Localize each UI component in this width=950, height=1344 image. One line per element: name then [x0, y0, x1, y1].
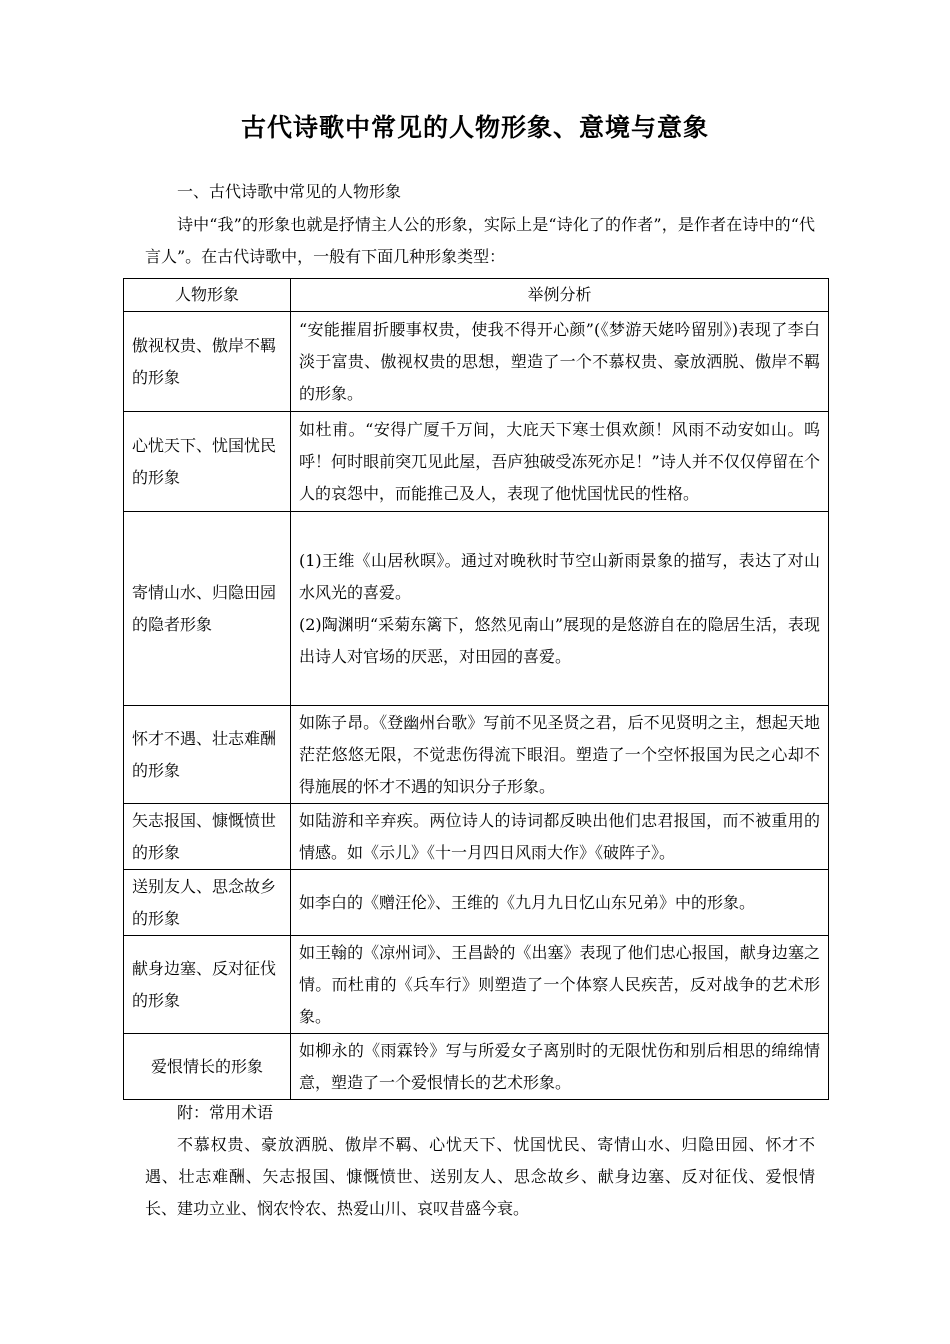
figure-cell: 送别友人、思念故乡的形象: [124, 870, 291, 936]
table-row: [124, 512, 829, 706]
figure-cell: 心忧天下、忧国忧民的形象: [124, 412, 291, 512]
column-header-example: 举例分析: [291, 279, 829, 312]
table-row: [124, 412, 829, 512]
table-row: [124, 804, 829, 870]
figure-cell: 怀才不遇、壮志难酬的形象: [124, 706, 291, 804]
table-row: [124, 1034, 829, 1100]
table-row: [124, 870, 829, 936]
figure-cell: 矢志报国、慷慨愤世的形象: [124, 804, 291, 870]
table-row: [124, 312, 829, 412]
example-cell: 如王翰的《凉州词》、王昌龄的《出塞》表现了他们忠心报国，献身边塞之情。而杜甫的《兵车行》则塑造了一个体察人民疾苦，反对战争的艺术形象。: [291, 936, 829, 1034]
page-title: 古代诗歌中常见的人物形象、意境与意象: [240, 113, 709, 142]
example-cell: 如杜甫。“安得广厦千万间，大庇天下寒士俱欢颜！风雨不动安如山。呜呼！何时眼前突兀见此屋，吾庐独破受冻死亦足！”诗人并不仅仅停留在个人的哀怨中，而能推己及人，表现了他忧国忧民的性格。: [291, 412, 829, 512]
appendix-paragraph: 不慕权贵、豪放洒脱、傲岸不羁、心忧天下、忧国忧民、寄情山水、归隐田园、怀才不遇、壮志难酬、矢志报国、慷慨愤世、送别友人、思念故乡、献身边塞、反对征伐、爱恨情长、建功立业、悯农怜农、热爱山川、哀叹昔盛今衰。: [145, 1135, 815, 1218]
table-row: [124, 936, 829, 1034]
example-cell: 如李白的《赠汪伦》、王维的《九月九日忆山东兄弟》中的形象。: [291, 870, 829, 936]
example-cell: 如柳永的《雨霖铃》写与所爱女子离别时的无限忧伤和别后相思的绵绵情意，塑造了一个爱恨情长的艺术形象。: [291, 1034, 829, 1100]
example-line: (2)陶渊明“采菊东篱下，悠然见南山”展现的是悠游自在的隐居生活，表现出诗人对官场的厌恶，对田园的喜爱。: [299, 614, 820, 666]
figure-cell: 爱恨情长的形象: [124, 1034, 291, 1100]
table-header-row: [124, 279, 829, 312]
example-cell: “安能摧眉折腰事权贵，使我不得开心颜”(《梦游天姥吟留别》)表现了李白淡于富贵、傲视权贵的思想，塑造了一个不慕权贵、豪放洒脱、傲岸不羁的形象。: [291, 312, 829, 412]
figure-cell: 傲视权贵、傲岸不羁的形象: [124, 312, 291, 412]
appendix-heading: 附：常用术语: [177, 1103, 274, 1122]
example-cell: 如陆游和辛弃疾。两位诗人的诗词都反映出他们忠君报国，而不被重用的情感。如《示儿》《十一月四日风雨大作》《破阵子》。: [291, 804, 829, 870]
figure-cell: 献身边塞、反对征伐的形象: [124, 936, 291, 1034]
column-header-figure: 人物形象: [124, 279, 291, 312]
intro-paragraph: 诗中“我”的形象也就是抒情主人公的形象，实际上是“诗化了的作者”，是作者在诗中的“代言人”。在古代诗歌中，一般有下面几种形象类型：: [145, 215, 815, 266]
section-heading: 一、古代诗歌中常见的人物形象: [177, 182, 402, 201]
figure-cell: 寄情山水、归隐田园的隐者形象: [124, 512, 291, 706]
table-row: [124, 706, 829, 804]
example-cell: 如陈子昂。《登幽州台歌》写前不见圣贤之君，后不见贤明之主，想起天地茫茫悠悠无限，不觉悲伤得流下眼泪。塑造了一个空怀报国为民之心却不得施展的怀才不遇的知识分子形象。: [291, 706, 829, 804]
character-types-table: [123, 278, 829, 1100]
example-line: (1)王维《山居秋暝》。通过对晚秋时节空山新雨景象的描写，表达了对山水风光的喜爱。: [299, 550, 820, 602]
example-cell: [291, 512, 829, 706]
